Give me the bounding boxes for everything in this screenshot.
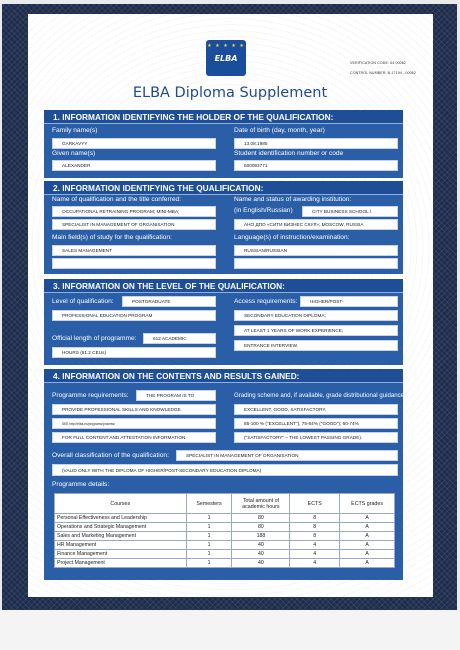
course-semesters: 1 xyxy=(186,532,232,541)
requirements-field-line2: PROVIDE PROFESSIONAL SKILLS AND KNOWLEDGE. xyxy=(52,404,216,415)
level-label: Level of qualification: xyxy=(52,298,114,305)
course-hours: 40 xyxy=(232,559,290,568)
requirements-label: Programme requirements: xyxy=(52,392,129,399)
course-name: Personal Effectiveness and Leadership xyxy=(55,514,187,523)
field-of-study-label: Main field(s) of study for the qualification: xyxy=(52,234,172,241)
course-ects: 4 xyxy=(290,559,340,568)
course-grade: A xyxy=(340,559,395,568)
course-semesters: 1 xyxy=(186,541,232,550)
course-grade: A xyxy=(340,550,395,559)
given-name-label: Given name(s) xyxy=(52,150,96,157)
section-heading: 4. INFORMATION ON THE CONTENTS AND RESULTS GAINED: xyxy=(44,369,403,383)
elba-logo xyxy=(206,40,246,76)
course-semesters: 1 xyxy=(186,559,232,568)
qualification-field-line1: OCCUPATIONAL RETRAINING PROGRAM; MINI-MBA; xyxy=(52,206,216,217)
access-field-line4: ENTRANCE INTERVIEW. xyxy=(234,340,398,351)
table-row xyxy=(55,514,395,523)
course-grade: A xyxy=(340,541,395,550)
page-title: ELBA Diploma Supplement xyxy=(132,85,328,101)
course-grade: A xyxy=(340,514,395,523)
dob-label: Date of birth (day, month, year) xyxy=(234,127,325,134)
overall-label: Overall classification of the qualification: xyxy=(52,452,169,459)
dob-field: 13.08.1985 xyxy=(234,138,398,149)
course-hours: 80 xyxy=(232,523,290,532)
programme-details-table xyxy=(54,493,395,568)
course-name: Project Management xyxy=(55,559,187,568)
access-field-line1: HIGHER/POST- xyxy=(300,296,398,307)
course-grade: A xyxy=(340,523,395,532)
level-field-line2: PROFESSIONAL EDUCATION PROGRAM xyxy=(52,310,216,321)
eu-stars-icon: ★ ★ ★ ★ ★ xyxy=(207,43,245,49)
course-ects: 8 xyxy=(290,514,340,523)
requirements-field-line4: FOR FULL CONTENT AND ATTESTATION INFORMATION xyxy=(52,432,216,443)
course-ects: 4 xyxy=(290,541,340,550)
table-row xyxy=(55,523,395,532)
grading-field-line1: EXCELLENT, GOOD, SATISFACTORY. xyxy=(234,404,398,415)
course-semesters: 1 xyxy=(186,523,232,532)
institution-field-line2: АНО ДПО «СИТИ БИЗНЕС СКУЛ»; MOSCOW, RUSSIA xyxy=(234,219,398,230)
course-hours: 40 xyxy=(232,541,290,550)
programme-details-label: Programme details: xyxy=(52,481,110,488)
language-label: Language(s) of instruction/examination: xyxy=(234,234,350,241)
student-id-field: 600093771 xyxy=(234,160,398,171)
col-ects-grades: ECTS grades xyxy=(340,494,395,514)
course-hours: 188 xyxy=(232,532,290,541)
section-heading: 2. INFORMATION IDENTIFYING THE QUALIFICATION: xyxy=(44,181,403,195)
length-field-line2: HOURS (61.2 CEUs) xyxy=(52,347,216,358)
course-semesters: 1 xyxy=(186,550,232,559)
section-heading: 1. INFORMATION IDENTIFYING THE HOLDER OF THE QUALIFICATION: xyxy=(44,110,403,124)
requirements-field-line1: THE PROGRAM IS TO xyxy=(136,390,216,401)
course-hours: 40 xyxy=(232,550,290,559)
overall-field-line1: SPECIALIST IN MANAGEMENT OF ORGANISATION xyxy=(176,450,398,461)
col-semesters: Semesters xyxy=(186,494,232,514)
requirements-field-line3[interactable]: SEE http://elba.eu/programs/process/ xyxy=(52,418,216,429)
course-ects: 8 xyxy=(290,523,340,532)
length-field-line1: 612 ACADEMIC xyxy=(143,333,216,344)
course-name: Sales and Marketing Management xyxy=(55,532,187,541)
col-hours: Total amount of academic hours xyxy=(232,494,290,514)
course-name: Finance Management xyxy=(55,550,187,559)
qualification-field-line2: SPECIALIST IN MANAGEMENT OF ORGANISATION xyxy=(52,219,216,230)
institution-lang-label: (in English/Russian) xyxy=(234,207,293,214)
language-field: RUSSIAN/RUSSIAN xyxy=(234,245,398,256)
course-hours: 80 xyxy=(232,514,290,523)
course-ects: 8 xyxy=(290,532,340,541)
grading-label: Grading scheme and, if available, grade distributional guidance: xyxy=(234,392,406,399)
course-name: HR Management xyxy=(55,541,187,550)
access-field-line3: AT LEAST 1 YEARS OF WORK EXPERIENCE; xyxy=(234,325,398,336)
control-number: CONTROL NUMBER: B-17194 - 00062 xyxy=(350,71,416,75)
access-field-line2: SECONDARY EDUCATION DIPLOMA; xyxy=(234,310,398,321)
table-header-row xyxy=(55,494,395,514)
logo-text: ELBA xyxy=(214,54,238,63)
language-blank xyxy=(234,258,398,269)
access-label: Access requirements: xyxy=(234,298,298,305)
institution-label: Name and status of awarding institution: xyxy=(234,196,352,203)
grading-field-line3: ("SATISFACTORY" – THE LOWEST PASSING GRADE). xyxy=(234,432,398,443)
family-name-field: GARKAVYY xyxy=(52,138,216,149)
field-of-study-field: SALES MANAGEMENT xyxy=(52,245,216,256)
table-row xyxy=(55,559,395,568)
student-id-label: Student identification number or code xyxy=(234,150,344,157)
table-row xyxy=(55,532,395,541)
given-name-field: ALEXANDER xyxy=(52,160,216,171)
overall-field-line2: (VALID ONLY WITH THE DIPLOMA OF HIGHER/POST-SECONDARY EDUCATION DIPLOMA) xyxy=(52,464,398,476)
grading-field-line2: 85-100 % ("EXCELLENT"); 75-84% ("GOOD"); 60-74% xyxy=(234,418,398,429)
qualification-label: Name of qualification and the title conferred: xyxy=(52,196,182,203)
length-label: Official length of programme: xyxy=(52,335,137,342)
verification-code: VERIFICATION CODE: 64 00062 xyxy=(350,61,406,65)
field-of-study-blank xyxy=(52,258,216,269)
family-name-label: Family name(s) xyxy=(52,127,98,134)
section-heading: 3. INFORMATION ON THE LEVEL OF THE QUALIFICATION: xyxy=(44,279,403,293)
course-name: Operations and Strategic Management xyxy=(55,523,187,532)
col-courses: Courses xyxy=(55,494,187,514)
level-field-line1: POSTGRADUATE xyxy=(122,296,216,307)
col-ects: ECTS xyxy=(290,494,340,514)
institution-field-line1: CITY BUSINESS SCHOOL / xyxy=(302,206,398,217)
table-row xyxy=(55,550,395,559)
course-ects: 4 xyxy=(290,550,340,559)
course-grade: A xyxy=(340,532,395,541)
scan-background xyxy=(0,610,460,650)
table-row xyxy=(55,541,395,550)
course-semesters: 1 xyxy=(186,514,232,523)
